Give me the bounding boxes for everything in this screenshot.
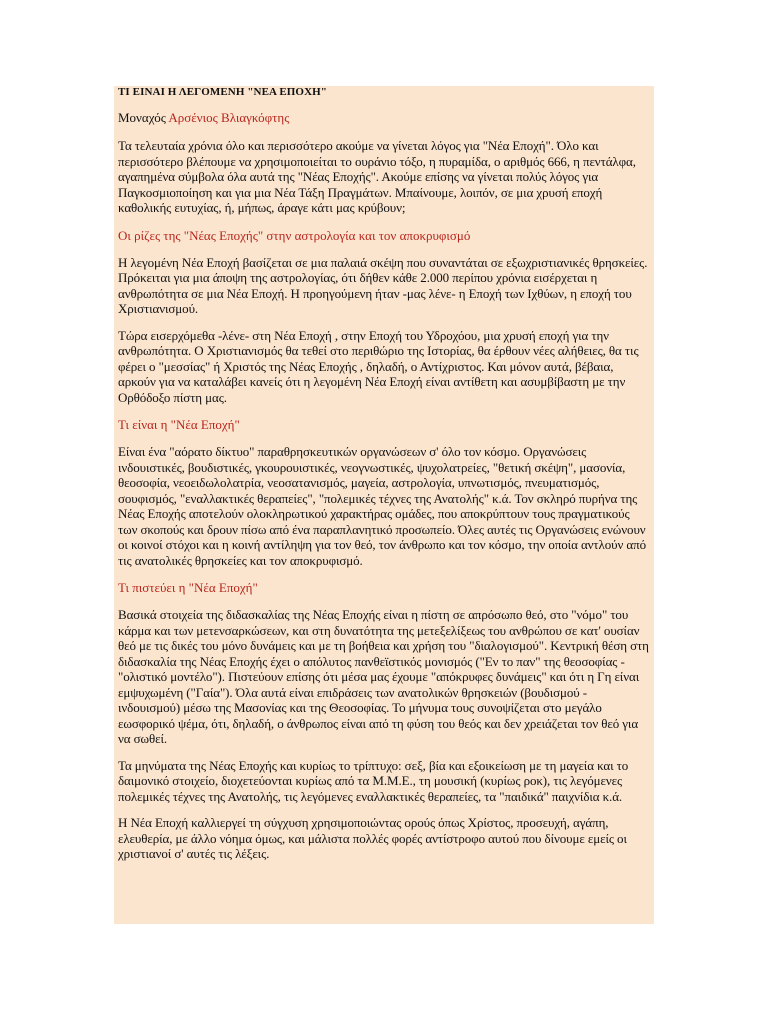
byline-prefix: Μοναχός bbox=[118, 110, 169, 125]
paragraph: Η λεγομένη Νέα Εποχή βασίζεται σε μια παλαιά σκέψη που συναντάται σε εξωχριστιανικές θρησκείες. Πρόκειται για μια άποψη της αστρολογίας, ότι δήθεν κάθε 2.000 περίπου χρόνια εισέρχεται η ανθρωπότητα σε μια Νέα Εποχή. Η προηγούμενη ήταν -μας λένε- η Εποχή των Ιχθύων, η εποχή του Χριστιανισμού. bbox=[118, 254, 648, 316]
byline bbox=[118, 110, 650, 126]
document-page bbox=[114, 86, 654, 924]
article-title: ΤΙ ΕΙΝΑΙ Η ΛΕΓΟΜΕΝΗ "ΝΕΑ ΕΠΟΧΗ" bbox=[118, 86, 327, 98]
paragraph: Είναι ένα "αόρατο δίκτυο" παραθρησκευτικών οργανώσεων σ' όλο τον κόσμο. Οργανώσεις ινδουιστικές, βουδιστικές, γκουρουιστικές, νεογνωστικές, ψυχολατρείες, "θετική σκέψη", μασονία, θεοσοφία, νεοειδωλολατρία, νεοσατανισμός, μαγεία, αστρολογία, υπνωτισμός, πνευματισμός, σουφισμός, "εναλλακτικές θεραπείες", "πολεμικές τέχνες της Ανατολής" κ.ά. Τον σκληρό πυρήνα της Νέας Εποχής αποτελούν ολοκληρωτικού χαρακτήρας ομάδες, που αποκρύπτουν τους πραγματικούς των σκοπούς και δρουν πίσω από ένα παραπλανητικό προσωπείο. Όλες αυτές τις Οργανώσεις ενώνουν οι κοινοί στόχοι και η κοινή αντίληψη για τον θεό, τον άνθρωπο και τον κόσμο, την οποία αντλούν από τις ανατολικές θρησκείες και τον αποκρυφισμό. bbox=[118, 444, 647, 568]
paragraph: Η Νέα Εποχή καλλιεργεί τη σύγχυση χρησιμοποιώντας ορούς όπως Χρίστος, προσευχή, αγάπη, ελευθερία, με άλλο νόημα όμως, και μάλιστα πολλές φορές αντίστροφο αυτού που δίνουμε εμείς οι χριστιανοί σ' αυτές τις λέξεις. bbox=[118, 815, 627, 861]
intro-paragraph: Τα τελευταία χρόνια όλο και περισσότερο ακούμε να γίνεται λόγος για "Νέα Εποχή". Όλο και περισσότερο βλέπουμε να χρησιμοποιείται το ουράνιο τόξο, η πυραμίδα, ο αριθμός 666, η πεντάλφα, αγαπημένα σύμβολα όλα αυτά της "Νέας Εποχής". Ακούμε επίσης να γίνεται πολύς λόγος για Παγκοσμιοποίηση και για μια Νέα Τάξη Πραγμάτων. Μπαίνουμε, λοιπόν, σε μια χρυσή εποχή καθολικής ευτυχίας, ή, μήπως, άραγε κάτι μας κρύβουν; bbox=[118, 138, 636, 215]
section-heading-beliefs: Τι πιστεύει η "Νέα Εποχή" bbox=[118, 580, 258, 595]
author-name: Αρσένιος Βλιαγκόφτης bbox=[168, 110, 290, 125]
paragraph: Βασικά στοιχεία της διδασκαλίας της Νέας Εποχής είναι η πίστη σε απρόσωπο θεό, στο "νόμο" του κάρμα και των μετενσαρκώσεων, και στη δυνατότητα της μετεξελίξεως του ανθρώπου σε κατ' ουσίαν θεό με τις δικές του μόνο δυνάμεις και με τη βοήθεια και χρήση του "διαλογισμού". Κεντρική θέση στη διδασκαλία της Νέας Εποχής έχει ο απόλυτος πανθεϊστικός μονισμός ("Εν το παν" της θεοσοφίας - "ολιστικό μοντέλο"). Πιστεύουν επίσης ότι μέσα μας έχουμε "απόκρυφες δυνάμεις" και ότι η Γη είναι εμψυχωμένη ("Γαία"). Όλα αυτά είναι επιδράσεις των ανατολικών θρησκειών (βουδισμού - ινδουισμού) μέσω της Μασονίας και της Θεοσοφίας. Το μήνυμα τους συνοψίζεται στο μεγάλο εωσφορικό ψέμα, ότι, δηλαδή, ο άνθρωπος είναι από τη φύση του θεός και δεν χρειάζεται τον θεό για να σωθεί. bbox=[118, 607, 649, 746]
section-heading-roots: Οι ρίζες της "Νέας Εποχής" στην αστρολογία και τον αποκρυφισμό bbox=[118, 227, 471, 243]
section-heading-what-is: Τι είναι η "Νέα Εποχή" bbox=[118, 417, 240, 432]
paragraph: Τώρα εισερχόμεθα -λένε- στη Νέα Εποχή , στην Εποχή του Υδροχόου, μια χρυσή εποχή για την ανθρωπότητα. Ο Χριστιανισμός θα τεθεί στο περιθώριο της Ιστορίας, θα έρθουν νέες αλήθειες, θα τις φέρει ο "μεσσίας" ή Χριστός της Νέας Εποχής , δηλαδή, ο Αντίχριστος. Και μόνον αυτά, βέβαια, αρκούν για να καταλάβει κανείς ότι η λεγομένη Νέα Εποχή είναι αντίθετη και ασυμβίβαστη με την Ορθόδοξο πίστη μας. bbox=[118, 327, 639, 405]
paragraph: Τα μηνύματα της Νέας Εποχής και κυρίως το τρίπτυχο: σεξ, βία και εξοικείωση με τη μαγεία και το δαιμονικό στοιχείο, διοχετεύονται κυρίως από τα Μ.Μ.Ε., τη μουσική (κυρίως ροκ), τις λεγόμενες πολεμικές τέχνες της Ανατολής, τις λεγόμενες εναλλακτικές θεραπείες, τα "παιδικά" παιχνίδια κ.ά. bbox=[118, 757, 629, 804]
